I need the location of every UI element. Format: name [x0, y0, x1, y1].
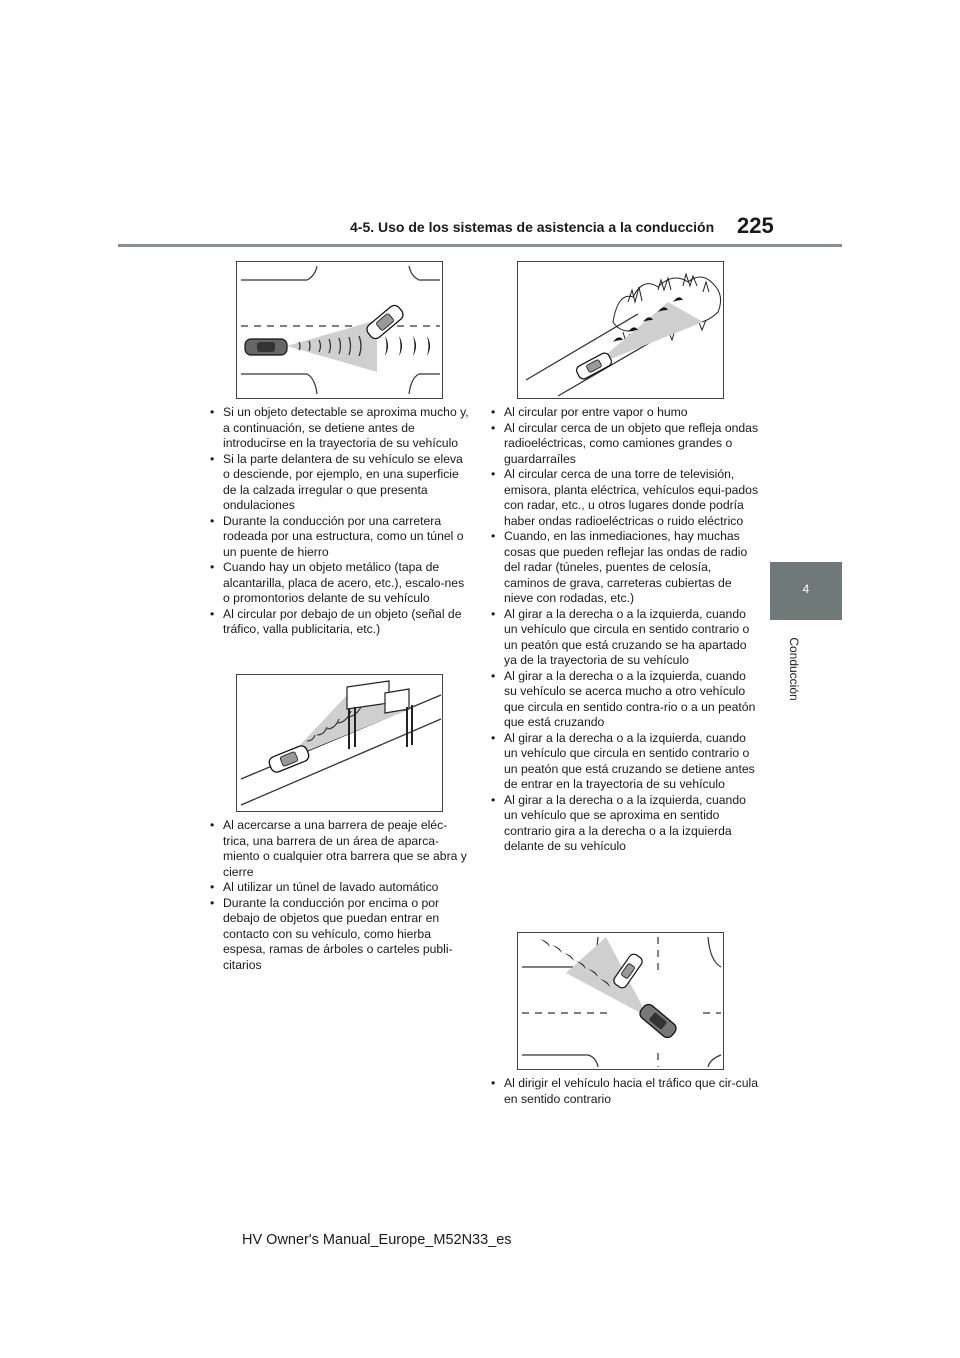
figure-steam-smoke — [517, 261, 724, 399]
list-item: • Al circular por entre vapor o humo — [489, 405, 759, 421]
list-item: • Al circular cerca de un objeto que refleja ondas radioeléctricas, como camiones grandes o guardarraíles — [489, 421, 759, 468]
figure-oncoming-turn — [517, 932, 724, 1070]
list-item: • Al utilizar un túnel de lavado automático — [208, 880, 470, 896]
list-item: • Al girar a la derecha o a la izquierda, cuando un vehículo que se aproxima en sentido contrario gira a la derecha o a la izquierda delante de su vehículo — [489, 793, 759, 855]
list-item: • Al girar a la derecha o a la izquierda, cuando un vehículo que circula en sentido contrario o un peatón que está cruzando se ha apartado ya de la trayectoria de su vehículo — [489, 607, 759, 669]
figure-overhead-sign — [236, 674, 443, 812]
list-item: • Durante la conducción por encima o por debajo de objetos que puedan entrar en contacto con su vehículo, como hierba espesa, ramas de árboles o carteles publi-citarios — [208, 896, 470, 974]
list-item: • Si un objeto detectable se aproxima mucho y, a continuación, se detiene antes de introducirse en la trayectoria de su vehículo — [208, 405, 470, 452]
figure-intersection-crossing — [236, 261, 443, 399]
conditions-list-left-1 — [208, 405, 470, 638]
chapter-label — [784, 632, 804, 712]
list-item: • Cuando, en las inmediaciones, hay muchas cosas que pueden reflejar las ondas de radio del radar (túneles, puentes de celosía, caminos de grava, carreteras cubiertas de nieve con rodadas, etc.) — [489, 529, 759, 607]
conditions-list-right-1 — [489, 405, 759, 855]
list-item: • Cuando hay un objeto metálico (tapa de alcantarilla, placa de acero, etc.), escalo-nes o promontorios delante de su vehículo — [208, 560, 470, 607]
section-title: 4-5. Uso de los sistemas de asistencia a la conducción — [350, 219, 715, 235]
header-divider — [118, 244, 842, 247]
conditions-list-left-2 — [208, 818, 470, 973]
list-item: • Al circular cerca de una torre de televisión, emisora, planta eléctrica, vehículos equi-pados con radar, etc., u otros lugares donde podría haber ondas radioeléctricas o ruido eléctrico — [489, 467, 759, 529]
list-item: • Al acercarse a una barrera de peaje eléc-trica, una barrera de un área de aparca-miento o cualquier otra barrera que se abra y cierre — [208, 818, 470, 880]
chapter-label-text: Conducción — [787, 637, 801, 701]
chapter-tab[interactable] — [770, 562, 842, 620]
list-item: • Al dirigir el vehículo hacia el tráfico que cir-cula en sentido contrario — [489, 1076, 759, 1107]
footer-manual-id: HV Owner's Manual_Europe_M52N33_es — [242, 1232, 512, 1248]
list-item: • Durante la conducción por una carretera rodeada por una estructura, como un túnel o un puente de hierro — [208, 514, 470, 561]
conditions-list-right-2 — [489, 1076, 759, 1107]
page-number: 225 — [737, 213, 774, 238]
list-item: • Al girar a la derecha o a la izquierda, cuando un vehículo que circula en sentido contrario o un peatón que está cruzando se detiene antes de entrar en la trayectoria de su vehículo — [489, 731, 759, 793]
chapter-number: 4 — [802, 582, 810, 596]
list-item: • Al circular por debajo de un objeto (señal de tráfico, valla publicitaria, etc.) — [208, 607, 470, 638]
list-item: • Al girar a la derecha o a la izquierda, cuando su vehículo se acerca mucho a otro vehículo que circula en sentido contra-rio o a un peatón que está cruzando — [489, 669, 759, 731]
list-item: • Si la parte delantera de su vehículo se eleva o desciende, por ejemplo, en una superficie de la calzada irregular o que presenta ondulaciones — [208, 452, 470, 514]
